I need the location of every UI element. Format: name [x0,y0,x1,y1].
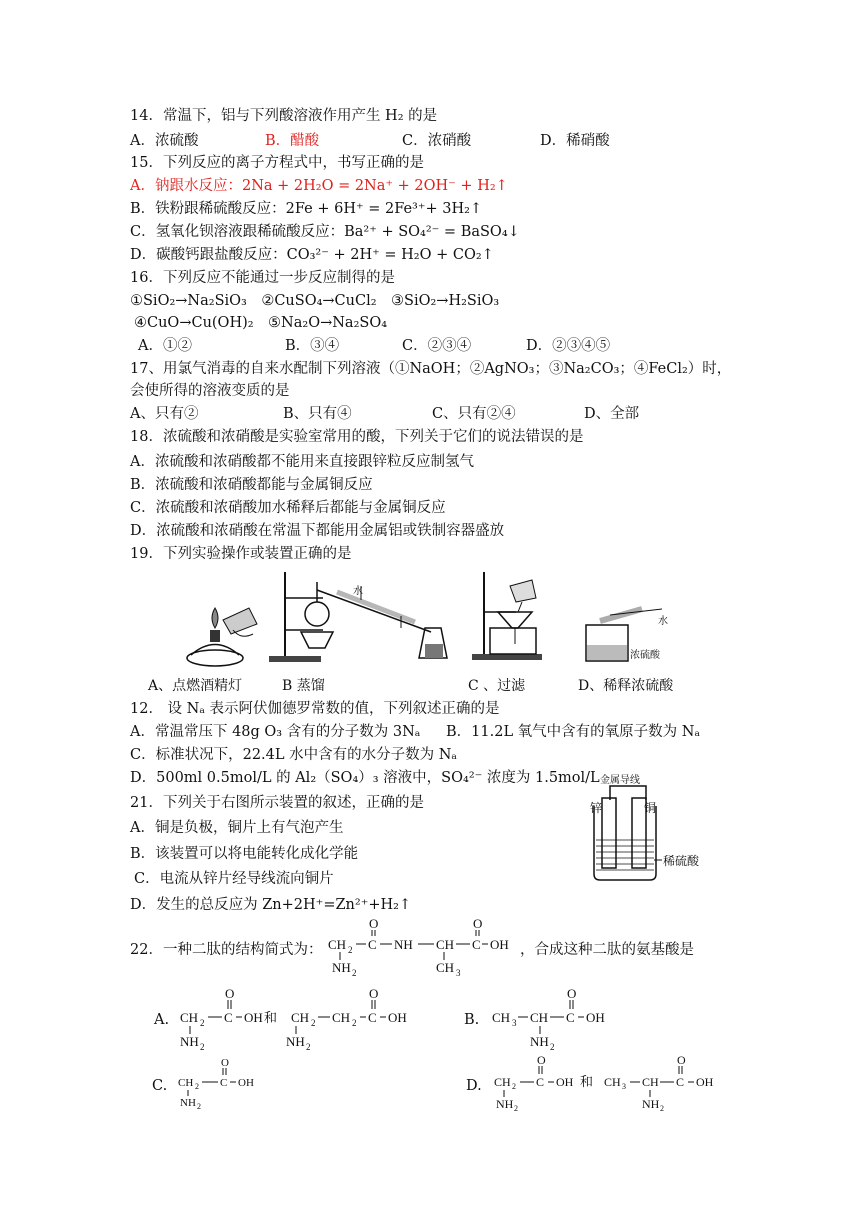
svg-text:O: O [473,918,483,931]
svg-text:2: 2 [311,1018,316,1028]
svg-text:2: 2 [195,1082,199,1091]
svg-text:CH: CH [530,1010,549,1025]
svg-text:CH: CH [180,1010,199,1025]
q14-option-b: B．醋酸 [265,133,320,149]
svg-text:NH: NH [530,1034,549,1049]
q21-option-b: B．该装置可以将电能转化成化学能 [130,846,359,862]
svg-text:NH: NH [496,1097,514,1111]
q12-option-b: B．11.2L 氧气中含有的氧原子数为 Nₐ [446,724,701,740]
q17-option-a: A、只有② [130,406,199,422]
q19-option-d: D、稀释浓硫酸 [578,678,674,694]
svg-text:NH: NH [394,937,413,952]
q12-option-d: D．500ml 0.5mol/L 的 Al₂（SO₄）₃ 溶液中，SO₄²⁻ 浓度为 1.5mol/L [130,770,600,786]
svg-text:2: 2 [512,1082,516,1091]
q22-option-a: A. [154,1012,170,1028]
svg-text:C: C [220,1077,228,1089]
dilute-acid-label: 稀硫酸 [663,854,700,868]
svg-text:OH: OH [388,1010,407,1025]
option-d-structure [490,1052,730,1112]
svg-text:2: 2 [306,1042,311,1052]
svg-text:CH: CH [494,1075,511,1089]
svg-text:2: 2 [200,1042,205,1052]
svg-text:CH: CH [436,960,455,975]
svg-text:CH: CH [436,937,455,952]
svg-text:NH: NH [180,1034,199,1049]
q19-option-b: B 蒸馏 [282,678,325,694]
svg-text:2: 2 [352,968,357,978]
q16-option-b: B．③④ [285,338,340,354]
option-d-and: 和 [580,1074,594,1089]
q18-option-c: C．浓硫酸和浓硝酸加水稀释后都能与金属铜反应 [130,500,446,516]
q18-stem: 18．浓硫酸和浓硝酸是实验室常用的酸，下列关于它们的说法错误的是 [130,429,584,445]
dilution-water-label: 水 [658,616,668,627]
svg-text:CH: CH [291,1010,310,1025]
q14-option-d: D．稀硝酸 [540,133,610,149]
dipeptide-structure [322,918,522,978]
svg-text:C: C [368,937,377,952]
svg-text:CH: CH [604,1075,621,1089]
svg-text:CH: CH [492,1010,511,1025]
wire-label: 金属导线 [600,775,640,786]
q19-option-c: C 、过滤 [468,678,526,694]
q15-stem: 15．下列反应的离子方程式中，书写正确的是 [130,155,424,171]
svg-text:2: 2 [660,1104,664,1112]
q15-option-b: B．铁粉跟稀硫酸反应：2Fe + 6H⁺ = 2Fe³⁺+ 3H₂↑ [130,201,483,217]
q17-stem-line2: 会使所得的溶液变质的是 [130,383,290,399]
q12-option-a: A．常温常压下 48g O₃ 含有的分子数为 3Nₐ [130,724,421,740]
svg-text:2: 2 [352,1018,357,1028]
q17-option-d: D、全部 [584,406,640,422]
svg-text:CH: CH [178,1077,194,1089]
q16-option-d: D．②③④⑤ [526,338,611,354]
svg-text:O: O [221,1057,229,1069]
svg-text:2: 2 [514,1104,518,1112]
q18-option-b: B．浓硫酸和浓硝酸都能与金属铜反应 [130,477,373,493]
svg-text:O: O [369,986,379,1001]
q22-option-c: C. [152,1078,168,1094]
svg-text:2: 2 [197,1102,201,1111]
copper-label: 铜 [644,801,657,815]
svg-text:NH: NH [642,1097,660,1111]
q16-option-a: A．①② [138,338,192,354]
q21-option-a: A．铜是负极，铜片上有气泡产生 [130,820,344,836]
svg-text:CH: CH [332,1010,351,1025]
option-b-structure [488,982,628,1052]
q22-option-b: B. [464,1012,480,1028]
svg-text:C: C [566,1010,575,1025]
option-c-structure [174,1056,284,1112]
dilution-acid-label: 浓硫酸 [630,650,660,661]
svg-text:O: O [567,986,577,1001]
svg-text:2: 2 [550,1042,555,1052]
q19-stem: 19．下列实验操作或装置正确的是 [130,546,352,562]
option-a-structure [176,982,426,1052]
svg-text:OH: OH [490,937,509,952]
q14-stem: 14．常温下，铝与下列酸溶液作用产生 H₂ 的是 [130,108,438,124]
svg-text:OH: OH [238,1077,254,1089]
distillation-water-label: 水 [353,586,363,597]
svg-text:OH: OH [696,1075,714,1089]
q21-option-d: D．发生的总反应为 Zn+2H⁺=Zn²⁺+H₂↑ [130,897,412,913]
svg-text:3: 3 [456,968,461,978]
svg-text:C: C [224,1010,233,1025]
q22-option-d: D. [466,1078,482,1094]
filtration-figure [470,568,550,663]
q15-option-c: C．氢氧化钡溶液跟稀硫酸反应：Ba²⁺ + SO₄²⁻ = BaSO₄↓ [130,224,520,240]
q22-stem-post: ，合成这种二肽的氨基酸是 [520,942,694,958]
svg-text:C: C [472,937,481,952]
q12-option-c: C．标准状况下，22.4L 水中含有的水分子数为 Nₐ [130,747,458,763]
svg-text:2: 2 [348,945,353,955]
q22-stem-pre: 22．一种二肽的结构简式为： [130,942,323,958]
q21-option-c: C．电流从锌片经导线流向铜片 [134,871,334,887]
q17-option-b: B、只有④ [283,406,352,422]
svg-text:OH: OH [244,1010,263,1025]
svg-text:3: 3 [622,1082,626,1091]
q21-stem: 21．下列关于右图所示装置的叙述，正确的是 [130,795,424,811]
option-a-and: 和 [264,1010,278,1025]
svg-text:3: 3 [512,1018,517,1028]
q18-option-d: D．浓硫酸和浓硝酸在常温下都能用金属铝或铁制容器盛放 [130,523,505,539]
svg-text:C: C [536,1075,545,1089]
q16-items-line1: ①SiO₂→Na₂SiO₃ ②CuSO₄→CuCl₂ ③SiO₂→H₂SiO₃ [130,293,500,309]
svg-text:CH: CH [328,937,347,952]
svg-text:NH: NH [286,1034,305,1049]
q15-option-a: A．钠跟水反应：2Na + 2H₂O = 2Na⁺ + 2OH⁻ + H₂↑ [130,178,508,194]
q12-stem: 12． 设 Nₐ 表示阿伏伽德罗常数的值，下列叙述正确的是 [130,701,500,717]
q16-option-c: C．②③④ [402,338,472,354]
q17-option-c: C、只有②④ [432,406,516,422]
q19-option-a: A、点燃酒精灯 [148,678,243,694]
svg-text:O: O [369,918,379,931]
svg-text:C: C [368,1010,377,1025]
q14-option-c: C．浓硝酸 [402,133,472,149]
q18-option-a: A．浓硫酸和浓硝酸都不能用来直接跟锌粒反应制氢气 [130,454,474,470]
svg-text:OH: OH [556,1075,574,1089]
q15-option-d: D．碳酸钙跟盐酸反应：CO₃²⁻ + 2H⁺ = H₂O + CO₂↑ [130,247,494,263]
svg-text:CH: CH [642,1075,659,1089]
svg-text:NH: NH [180,1097,196,1109]
q16-items-line2: ④CuO→Cu(OH)₂ ⑤Na₂O→Na₂SO₄ [134,315,388,331]
q14-option-a: A．浓硫酸 [130,133,199,149]
alcohol-lamp-figure [183,600,263,670]
svg-text:O: O [677,1053,686,1067]
svg-text:O: O [225,986,235,1001]
svg-text:C: C [676,1075,685,1089]
svg-text:2: 2 [200,1018,205,1028]
q16-stem: 16．下列反应不能通过一步反应制得的是 [130,270,395,286]
svg-text:OH: OH [586,1010,605,1025]
zinc-label: 锌 [590,801,603,815]
svg-text:O: O [537,1053,546,1067]
svg-text:NH: NH [332,960,351,975]
q17-stem-line1: 17、用氯气消毒的自来水配制下列溶液（①NaOH；②AgNO₃；③Na₂CO₃；④FeCl₂）时， [130,361,732,377]
